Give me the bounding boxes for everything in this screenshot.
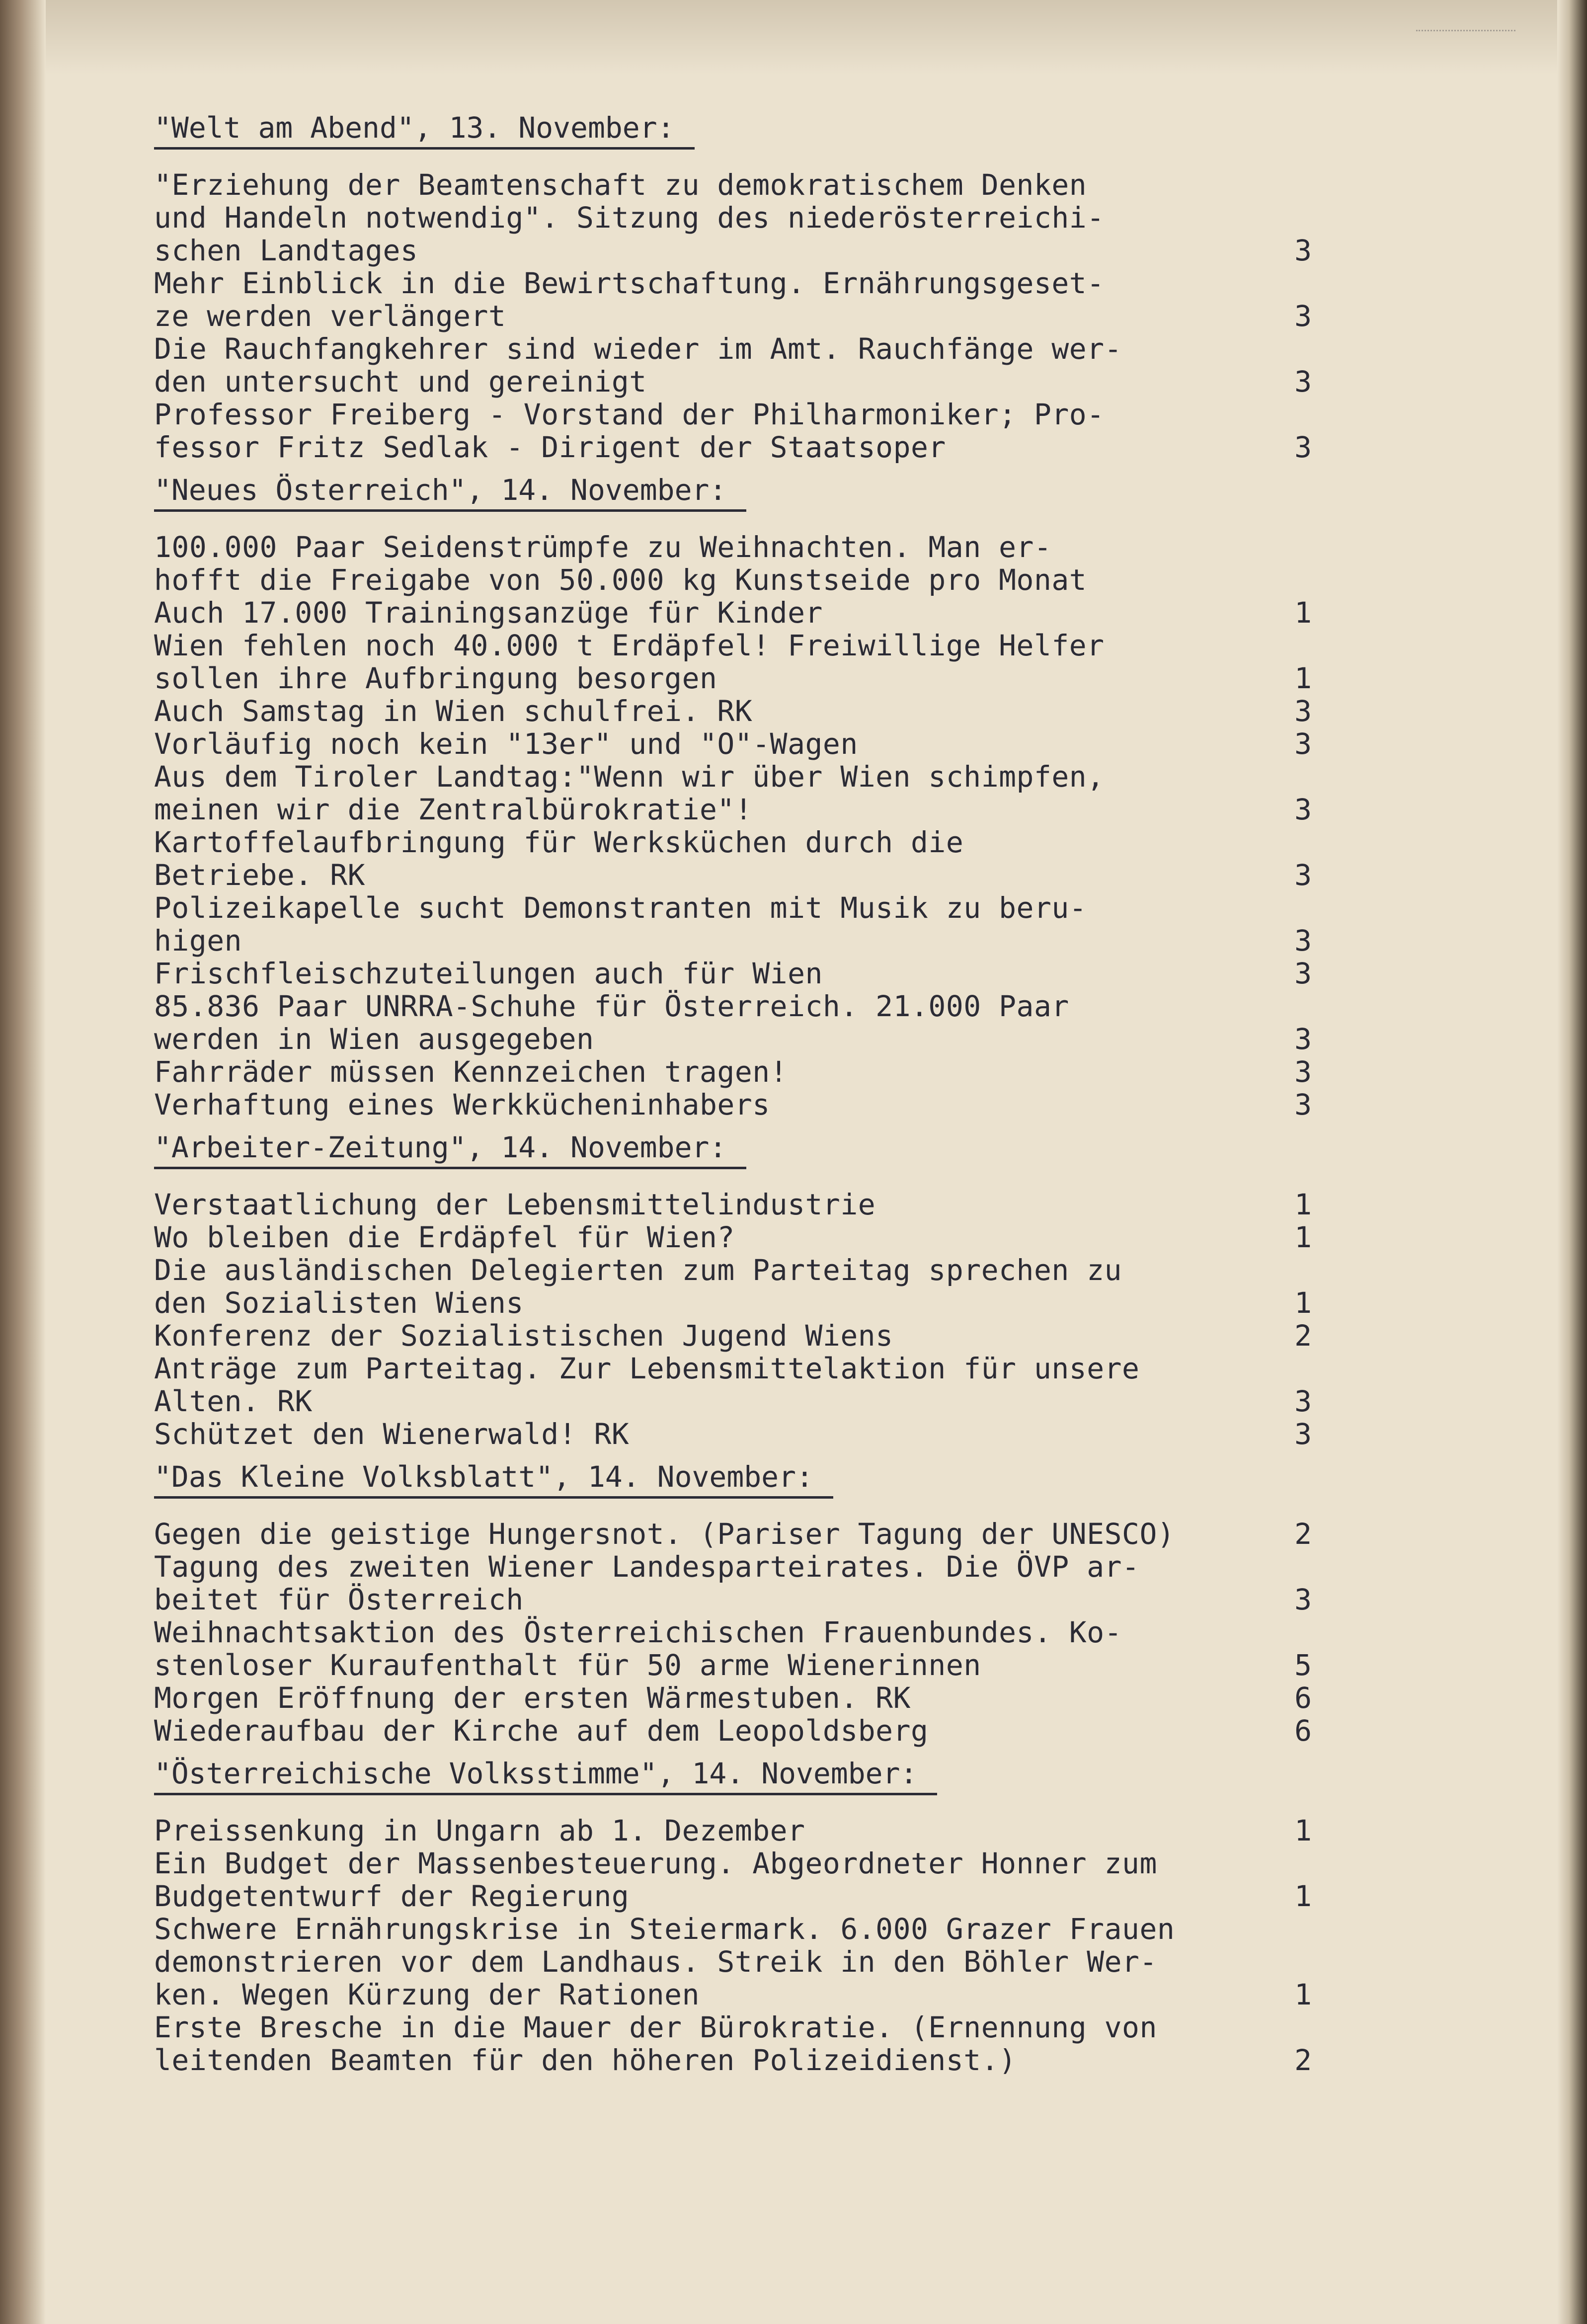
article-title: Professor Freiberg - Vorstand der Philharmoniker; Pro- fessor Fritz Sedlak - Dirigent der Staatsoper: [154, 398, 1105, 464]
newspaper-section: [154, 1457, 1312, 1747]
newspaper-heading: "Welt am Abend", 13. November:: [154, 108, 695, 150]
article-title: Kartoffelaufbringung für Werksküchen durch die Betriebe. RK: [154, 825, 964, 892]
article-entry: [154, 596, 1312, 629]
article-title: Vorläufig noch kein "13er" und "O"-Wagen: [154, 727, 858, 761]
article-title: Tagung des zweiten Wiener Landesparteirates. Die ÖVP ar- beitet für Österreich: [154, 1550, 1140, 1616]
article-title: Schwere Ernährungskrise in Steiermark. 6.000 Grazer Frauen demonstrieren vor dem Landhaus. Streik in den Böhler Wer- ken. Wegen Kürzung der Rationen: [154, 1912, 1175, 2011]
top-shadow: [46, 0, 1557, 75]
newspaper-section: [154, 108, 1312, 464]
article-title: Wiederaufbau der Kirche auf dem Leopoldsberg: [154, 1714, 929, 1748]
article-entry: [154, 1254, 1312, 1319]
page-number: 2: [1294, 1517, 1312, 1551]
page-number: 3: [1294, 793, 1312, 826]
article-entry: [154, 398, 1312, 464]
article-title: Verstaatlichung der Lebensmittelindustrie: [154, 1188, 876, 1221]
page-number: 6: [1294, 1714, 1312, 1748]
article-entry: [154, 1188, 1312, 1221]
article-title: Schützet den Wienerwald! RK: [154, 1417, 630, 1451]
article-title: Konferenz der Sozialistischen Jugend Wiens: [154, 1319, 893, 1353]
page-number: 1: [1294, 661, 1312, 695]
page-right-edge: [1557, 0, 1587, 2324]
article-entry: [154, 1814, 1312, 1847]
article-title: Frischfleischzuteilungen auch für Wien: [154, 957, 823, 990]
page-number: 6: [1294, 1681, 1312, 1715]
article-entry: [154, 1088, 1312, 1121]
article-title: Aus dem Tiroler Landtag:"Wenn wir über Wien schimpfen, meinen wir die Zentralbürokratie"!: [154, 760, 1105, 826]
article-title: Die Rauchfangkehrer sind wieder im Amt. Rauchfänge wer- den untersucht und gereinigt: [154, 332, 1122, 399]
page-number: 1: [1294, 1188, 1312, 1221]
article-entry: [154, 695, 1312, 727]
article-entry: [154, 1055, 1312, 1088]
page-number: 1: [1294, 1978, 1312, 2011]
article-title: Wo bleiben die Erdäpfel für Wien?: [154, 1220, 735, 1254]
article-entry: [154, 891, 1312, 957]
newspaper-heading: "Österreichische Volksstimme", 14. November:: [154, 1754, 937, 1795]
article-title: Auch Samstag in Wien schulfrei. RK: [154, 694, 753, 728]
newspaper-section: [154, 1128, 1312, 1450]
article-title: Erste Bresche in die Mauer der Bürokratie. (Ernennung von leitenden Beamten für den höheren Polizeidienst.): [154, 2010, 1157, 2077]
article-entry: [154, 1847, 1312, 1913]
page-number: 3: [1294, 234, 1312, 267]
page-number: 3: [1294, 858, 1312, 892]
article-entry: [154, 826, 1312, 891]
newspaper-heading: "Arbeiter-Zeitung", 14. November:: [154, 1128, 746, 1169]
article-title: Die ausländischen Delegierten zum Parteitag sprechen zu den Sozialisten Wiens: [154, 1253, 1122, 1320]
page-number: 1: [1294, 1286, 1312, 1320]
page-number: 1: [1294, 1220, 1312, 1254]
page-number: 3: [1294, 1417, 1312, 1451]
article-entry: [154, 267, 1312, 332]
page-number: 1: [1294, 1879, 1312, 1913]
article-entry: [154, 1913, 1312, 2011]
article-entry: [154, 1714, 1312, 1747]
page-number: 5: [1294, 1648, 1312, 1682]
page-number: 3: [1294, 924, 1312, 958]
page-number: 1: [1294, 1814, 1312, 1847]
article-title: Wien fehlen noch 40.000 t Erdäpfel! Freiwillige Helfer sollen ihre Aufbringung besorgen: [154, 629, 1105, 695]
article-title: 85.836 Paar UNRRA-Schuhe für Österreich. 21.000 Paar werden in Wien ausgegeben: [154, 989, 1069, 1056]
article-entry: [154, 2011, 1312, 2077]
article-entry: [154, 531, 1312, 596]
article-entry: [154, 1518, 1312, 1550]
article-title: "Erziehung der Beamtenschaft zu demokratischem Denken und Handeln notwendig". Sitzung des niederösterreichi- schen Landtages: [154, 168, 1105, 267]
page-number: 3: [1294, 694, 1312, 728]
article-title: Ein Budget der Massenbesteuerung. Abgeordneter Honner zum Budgetentwurf der Regierung: [154, 1846, 1157, 1913]
article-entry: [154, 168, 1312, 267]
newspaper-section: [154, 471, 1312, 1121]
article-entry: [154, 760, 1312, 826]
page-number: 3: [1294, 1055, 1312, 1089]
page-number: 3: [1294, 299, 1312, 333]
page-number: 1: [1294, 596, 1312, 630]
page-number: 2: [1294, 1319, 1312, 1353]
page-number: 3: [1294, 1384, 1312, 1418]
article-entry: [154, 1550, 1312, 1616]
newspaper-heading: "Das Kleine Volksblatt", 14. November:: [154, 1457, 833, 1499]
article-entry: [154, 1616, 1312, 1682]
article-title: Verhaftung eines Werkkücheninhabers: [154, 1088, 770, 1122]
page-number: 3: [1294, 365, 1312, 399]
page-number: 3: [1294, 430, 1312, 464]
article-title: 100.000 Paar Seidenstrümpfe zu Weihnachten. Man er- hofft die Freigabe von 50.000 kg Kunstseide pro Monat: [154, 530, 1087, 597]
article-title: Morgen Eröffnung der ersten Wärmestuben. RK: [154, 1681, 911, 1715]
page-number: 3: [1294, 957, 1312, 990]
article-entry: [154, 629, 1312, 695]
article-entry: [154, 727, 1312, 760]
page-binding-edge: [0, 0, 46, 2324]
article-title: Auch 17.000 Trainingsanzüge für Kinder: [154, 596, 823, 630]
article-entry: [154, 1682, 1312, 1714]
article-entry: [154, 957, 1312, 990]
faint-top-marks: [1416, 30, 1515, 51]
article-entry: [154, 990, 1312, 1055]
article-title: Preissenkung in Ungarn ab 1. Dezember: [154, 1814, 805, 1847]
press-review-list: [154, 108, 1312, 2084]
article-entry: [154, 1319, 1312, 1352]
article-entry: [154, 1418, 1312, 1450]
article-entry: [154, 332, 1312, 398]
article-entry: [154, 1352, 1312, 1418]
page-number: 3: [1294, 1022, 1312, 1056]
newspaper-section: [154, 1754, 1312, 2077]
article-title: Weihnachtsaktion des Österreichischen Frauenbundes. Ko- stenloser Kuraufenthalt für 50 arme Wienerinnen: [154, 1615, 1122, 1682]
page-number: 2: [1294, 2043, 1312, 2077]
page-number: 3: [1294, 1088, 1312, 1122]
page-number: 3: [1294, 727, 1312, 761]
article-title: Fahrräder müssen Kennzeichen tragen!: [154, 1055, 788, 1089]
newspaper-heading: "Neues Österreich", 14. November:: [154, 471, 746, 512]
article-title: Gegen die geistige Hungersnot. (Pariser Tagung der UNESCO): [154, 1517, 1175, 1551]
page-number: 3: [1294, 1583, 1312, 1616]
article-entry: [154, 1221, 1312, 1254]
article-title: Polizeikapelle sucht Demonstranten mit Musik zu beru- higen: [154, 891, 1087, 958]
article-title: Anträge zum Parteitag. Zur Lebensmittelaktion für unsere Alten. RK: [154, 1352, 1140, 1418]
article-title: Mehr Einblick in die Bewirtschaftung. Ernährungsgeset- ze werden verlängert: [154, 266, 1105, 333]
